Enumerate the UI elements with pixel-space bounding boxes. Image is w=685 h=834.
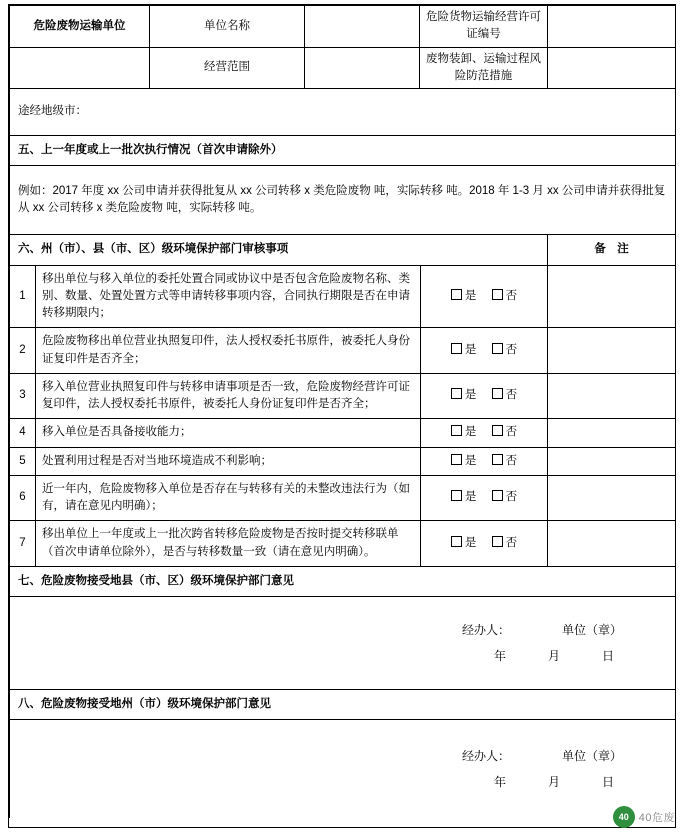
- option-no[interactable]: [492, 453, 518, 470]
- table-row: [10, 6, 676, 48]
- table-row: [10, 597, 676, 690]
- permit-no-label: 危险货物运输经营许可证编号: [420, 6, 548, 48]
- table-row: [10, 136, 676, 166]
- option-yes-label: 是: [464, 343, 477, 356]
- section-seven-opinion-area[interactable]: [10, 597, 676, 690]
- option-yes[interactable]: [451, 453, 477, 470]
- item-options[interactable]: [421, 521, 548, 567]
- option-no[interactable]: [492, 288, 518, 305]
- item-remark[interactable]: [548, 447, 676, 475]
- item-text: 移入单位是否具备接收能力；: [36, 419, 421, 447]
- section-seven-month-label: 月: [547, 649, 560, 663]
- item-options[interactable]: [421, 475, 548, 521]
- section-seven-signature-row: [15, 621, 670, 639]
- section-eight-date-row: [15, 773, 670, 791]
- option-yes-label: 是: [464, 389, 477, 402]
- checkbox-icon[interactable]: [451, 425, 462, 436]
- item-options[interactable]: [421, 419, 548, 447]
- item-options[interactable]: [421, 266, 548, 328]
- section-eight-opinion-area[interactable]: [10, 720, 676, 819]
- section-eight-unit-label: 单位（章）: [561, 749, 622, 764]
- table-row: [10, 235, 676, 265]
- table-row: [10, 567, 676, 597]
- review-items-table: [9, 266, 676, 567]
- checkbox-icon[interactable]: [492, 343, 503, 354]
- section-seven-date-row: [15, 647, 670, 665]
- item-no: 2: [10, 328, 36, 374]
- business-scope-value[interactable]: [305, 47, 420, 89]
- permit-no-value[interactable]: [548, 6, 676, 48]
- route-cities-field[interactable]: 途经地级市：: [10, 89, 676, 136]
- unit-name-value[interactable]: [305, 6, 420, 48]
- watermark: [613, 806, 675, 828]
- table-row: [10, 328, 676, 374]
- item-no: 7: [10, 521, 36, 567]
- table-row: [10, 266, 676, 328]
- table-row: [10, 373, 676, 419]
- option-no-label: 否: [505, 454, 518, 467]
- item-text: 近一年内，危险废物移入单位是否存在与转移有关的未整改违法行为（如有，请在意见内明确）；: [36, 475, 421, 521]
- item-no: 3: [10, 373, 36, 419]
- checkbox-icon[interactable]: [451, 343, 462, 354]
- option-no-label: 否: [505, 289, 518, 302]
- checkbox-icon[interactable]: [492, 454, 503, 465]
- unit-name-label: 单位名称: [150, 6, 305, 48]
- option-yes[interactable]: [451, 288, 477, 305]
- item-text: 危险废物移出单位营业执照复印件，法人授权委托书原件，被委托人身份证复印件是否齐全；: [36, 328, 421, 374]
- item-no: 1: [10, 266, 36, 328]
- section-eight-signer-label: 经办人：: [461, 749, 510, 764]
- transport-unit-label: 危险废物运输单位: [10, 6, 150, 48]
- option-no-label: 否: [505, 426, 518, 439]
- table-row: [10, 166, 676, 235]
- transport-unit-label-cont: [10, 47, 150, 89]
- section-eight-month-label: 月: [547, 775, 560, 790]
- form-sheet: [8, 4, 676, 828]
- section-five-example: 例如：2017 年度 xx 公司申请并获得批复从 xx 公司转移 x 类危险废物 吨，实际转移 吨。2018 年 1-3 月 xx 公司申请并获得批复从 xx 公司转移 x 类危险废物 吨，实际转移 吨。: [10, 166, 676, 235]
- risk-measures-label: 废物装卸、运输过程风险防范措施: [420, 47, 548, 89]
- option-no[interactable]: [492, 424, 518, 441]
- section-eight-signature-row: [15, 747, 670, 765]
- section-seven-title: 七、危险废物接受地县（市、区）级环境保护部门意见: [10, 567, 676, 597]
- checkbox-icon[interactable]: [451, 490, 462, 501]
- section-eight-title: 八、危险废物接受地州（市）级环境保护部门意见: [10, 690, 676, 720]
- item-options[interactable]: [421, 373, 548, 419]
- item-options[interactable]: [421, 328, 548, 374]
- checkbox-icon[interactable]: [451, 289, 462, 300]
- option-no-label: 否: [505, 389, 518, 402]
- item-no: 4: [10, 419, 36, 447]
- checkbox-icon[interactable]: [492, 388, 503, 399]
- checkbox-icon[interactable]: [451, 536, 462, 547]
- checkbox-icon[interactable]: [492, 289, 503, 300]
- option-yes[interactable]: [451, 489, 477, 506]
- watermark-badge-icon: 40: [613, 806, 635, 828]
- option-yes-label: 是: [464, 426, 477, 439]
- watermark-label: 40危废: [638, 812, 675, 824]
- remark-header: 备 注: [548, 235, 676, 265]
- item-remark[interactable]: [548, 373, 676, 419]
- checkbox-icon[interactable]: [492, 490, 503, 501]
- item-remark[interactable]: [548, 475, 676, 521]
- table-row: [10, 690, 676, 720]
- business-scope-label: 经营范围: [150, 47, 305, 89]
- item-no: 6: [10, 475, 36, 521]
- item-remark[interactable]: [548, 328, 676, 374]
- section-seven-signer-label: 经办人：: [461, 623, 510, 637]
- item-text: 处置利用过程是否对当地环境造成不利影响；: [36, 447, 421, 475]
- item-options[interactable]: [421, 447, 548, 475]
- risk-measures-value[interactable]: [548, 47, 676, 89]
- section-seven-day-label: 日: [601, 649, 614, 663]
- section-six-title: 六、州（市）、县（市、区）级环境保护部门审核事项: [10, 235, 548, 265]
- option-no-label: 否: [505, 343, 518, 356]
- table-row: [10, 521, 676, 567]
- option-yes-label: 是: [464, 491, 477, 504]
- option-yes[interactable]: [451, 387, 477, 404]
- table-row: [10, 419, 676, 447]
- option-no[interactable]: [492, 387, 518, 404]
- item-remark[interactable]: [548, 419, 676, 447]
- option-no-label: 否: [505, 491, 518, 504]
- section-seven-year-label: 年: [493, 649, 506, 663]
- checkbox-icon[interactable]: [492, 425, 503, 436]
- option-yes-label: 是: [464, 536, 477, 549]
- option-no-label: 否: [505, 536, 518, 549]
- table-row: [10, 475, 676, 521]
- checkbox-icon[interactable]: [492, 536, 503, 547]
- item-no: 5: [10, 447, 36, 475]
- table-row: [10, 47, 676, 89]
- table-row: [10, 89, 676, 136]
- option-no[interactable]: [492, 342, 518, 359]
- option-yes[interactable]: [451, 424, 477, 441]
- item-text: 移出单位上一年度或上一批次跨省转移危险废物是否按时提交转移联单（首次申请单位除外），是否与转移数量一致（请在意见内明确）。: [36, 521, 421, 567]
- checkbox-icon[interactable]: [451, 454, 462, 465]
- section-eight-day-label: 日: [601, 775, 614, 790]
- section-seven-unit-label: 单位（章）: [561, 623, 622, 637]
- item-text: 移出单位与移入单位的委托处置合同或协议中是否包含危险废物名称、类别、数量、处置处置方式等申请转移事项内容，合同执行期限是否在申请转移期限内；: [36, 266, 421, 328]
- form-table: [9, 5, 676, 266]
- option-yes[interactable]: [451, 342, 477, 359]
- option-no[interactable]: [492, 489, 518, 506]
- section-eight-year-label: 年: [493, 775, 506, 790]
- option-yes[interactable]: [451, 535, 477, 552]
- opinions-table: [9, 567, 676, 819]
- item-text: 移入单位营业执照复印件与转移申请事项是否一致，危险废物经营许可证复印件，法人授权委托书原件，被委托人身份证复印件是否齐全；: [36, 373, 421, 419]
- checkbox-icon[interactable]: [451, 388, 462, 399]
- option-yes-label: 是: [464, 454, 477, 467]
- section-five-title: 五、上一年度或上一批次执行情况（首次申请除外）: [10, 136, 676, 166]
- item-remark[interactable]: [548, 521, 676, 567]
- table-row: [10, 447, 676, 475]
- table-row: [10, 720, 676, 819]
- option-yes-label: 是: [464, 289, 477, 302]
- option-no[interactable]: [492, 535, 518, 552]
- item-remark[interactable]: [548, 266, 676, 328]
